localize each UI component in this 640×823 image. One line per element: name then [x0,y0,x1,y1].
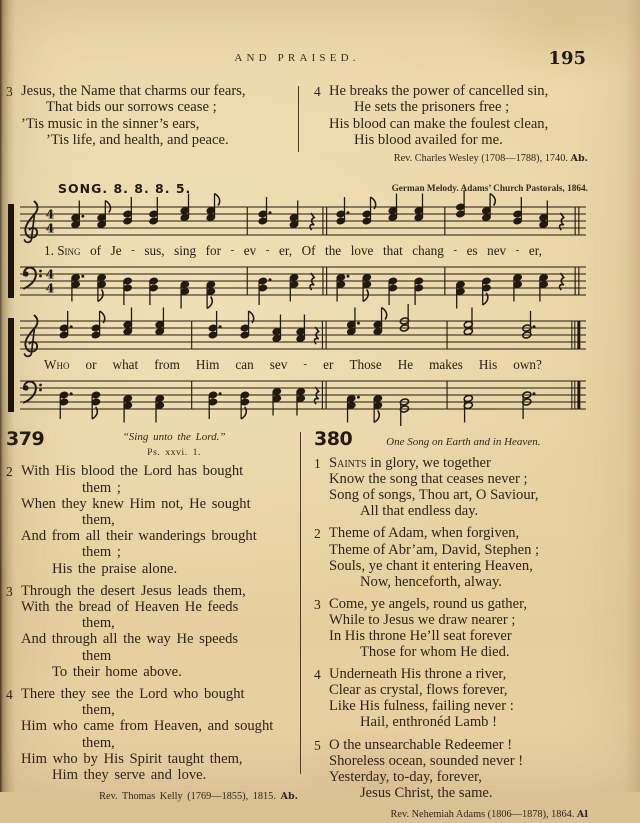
lyric-syllable: es [466,243,478,259]
lyric-syllable: Him [195,357,220,373]
verse-line: Clear as crystal, flows forever, [329,682,508,699]
lyric-syllable: or [85,357,97,373]
verse-line: His blood can make the foulest clean, [329,115,549,132]
verse-line: That bids our sorrows cease ; [46,99,217,116]
verse-number: 2 [6,464,13,480]
verse-line: He breaks the power of cancelled sin, [329,83,549,99]
lyric-syllable: ev [243,243,257,259]
column-divider-rule [298,86,299,152]
hymn-380-column [298,429,588,823]
hymn-verse [314,455,588,519]
hymn-verse [314,525,588,589]
lyric-syllable: that [382,243,403,259]
lyric-syllable: Je [110,243,122,259]
hymn-380-head [314,429,588,453]
verse-line: Know the song that ceases never ; [329,471,528,488]
attribution-wesley: Rev. Charles Wesley (1708—1788), 1740. Ab. [393,152,588,164]
page-header [6,48,588,74]
verse-line: Those for whom He died. [360,644,510,661]
verse-line: Him they serve and love. [52,767,207,784]
verse-line: His the praise alone. [52,560,178,577]
hymn-number-380: 380 [314,428,353,451]
verse-line: Underneath His throne a river, [329,666,507,683]
verse-line: There they see the Lord who bought [21,686,245,703]
verse-line: Yesterday, to-day, forever, [329,768,482,785]
hymns-section [6,429,588,823]
lyric-syllable: Those [349,357,382,373]
verse-4 [314,83,588,149]
verse-line: He sets the prisoners free ; [354,99,510,116]
lyric-syllable: nev [487,243,507,259]
verse-line: Through the desert Jesus leads them, [21,582,246,599]
verse-line: them, [82,512,115,529]
lyric-syllable: for [205,243,222,259]
lyric-syllable: er, [528,243,542,259]
hymn-verse [6,686,298,783]
lyric-syllable: from [154,357,180,373]
lyric-syllable: 1. Sing [44,243,81,259]
lyric-syllable: - [303,358,308,371]
verse-line: Theme of Adam, when forgiven, [329,525,520,542]
page-content [6,0,588,823]
hymn-379-epigraph: “Sing unto the Lord.” Ps. xxvi. 1. [50,429,298,461]
verse-line: With the bread of Heaven He feeds [21,599,239,616]
lyric-syllable: sing [174,243,197,259]
verse-line: With His blood the Lord has bought [21,463,244,480]
top-verse-left-column [6,83,298,167]
verse-line: Him who came from Heaven, and sought [21,718,274,735]
hymn-379-verses [6,463,298,783]
lyric-syllable: sev [269,357,288,373]
page-number: 195 [548,48,586,69]
running-title: AND PRAISED. [234,52,360,64]
verse-number: 1 [314,456,321,472]
treble-staff-system-1 [14,199,592,243]
hymn-number-379: 379 [6,428,45,451]
verse-line: them, [82,702,115,719]
verse-line: Jesus Christ, the same. [360,784,493,801]
lyric-syllable: His [478,357,498,373]
song-heading [6,181,588,197]
verse-line: Now, henceforth, alway. [360,573,502,590]
lyric-syllable: - [265,244,270,257]
verse-number: 2 [314,526,321,542]
verse-line: them ; [82,479,121,496]
verse-number: 4 [314,667,321,683]
verse-number: 5 [314,737,321,753]
hymn-verse [6,463,298,576]
lyric-syllable: He [397,357,414,373]
bass-staff-system-2 [14,373,592,417]
hymn-379-head [6,429,298,461]
verse-line: Jesus, the Name that charms our fears, [21,83,246,99]
verse-line: All that endless day. [360,503,479,520]
song-credit: German Melody. Adams’ Church Pastorals, 1864. [391,184,588,195]
verse-line: them, [82,734,115,751]
column-divider-rule [300,432,301,774]
verse-line: When they knew Him not, He sought [21,495,251,512]
hymn-379-reference: Ps. xxvi. 1. [147,447,201,459]
verse-line: Song of songs, Thou art, O Saviour, [329,487,539,504]
verse-line: Hail, enthronéd Lamb ! [360,714,497,731]
verse-line: O the unsearchable Redeemer ! [329,736,513,753]
svg-text:4: 4 [45,280,55,296]
lyrics-line-2 [44,357,542,373]
lyric-syllable: makes [429,357,463,373]
hymn-verse [6,583,298,680]
treble-staff-system-2 [14,313,592,357]
verse-line: Come, ye angels, round us gather, [329,595,528,612]
svg-text:4: 4 [45,206,55,222]
song-title: SONG. 8. 8. 8. 5. [58,181,192,197]
attribution-kelly: Rev. Thomas Kelly (1769—1855), 1815. Ab. [99,791,298,803]
hymn-380-verses [314,455,588,801]
verse-line: While to Jesus we draw nearer ; [329,611,516,628]
verse-line: Him who by His Spirit taught them, [21,750,243,767]
lyric-syllable: Who [44,357,70,373]
top-verses [6,83,588,167]
lyric-syllable: love [350,243,374,259]
verse-line: His blood availed for me. [354,132,503,149]
lyrics-line-1 [44,243,542,259]
lyric-syllable: own? [513,357,542,373]
hymn-379-column [6,429,298,823]
svg-text:4: 4 [45,220,55,236]
verse-number: 3 [314,596,321,612]
hymn-verse [314,737,588,801]
verse-number: 3 [6,84,13,99]
verse-number: 4 [6,687,13,703]
verse-line: ’Tis music in the sinner’s ears, [21,115,200,132]
attribution-adams: Rev. Nehemiah Adams (1806—1878), 1864. Al [390,808,588,820]
verse-line: Souls, ye chant it entering Heaven, [329,557,533,574]
verse-line: And through all the way He speeds [21,631,239,648]
verse-number: 4 [314,84,321,99]
verse-line: To their home above. [52,663,182,680]
lyric-syllable: the [325,243,342,259]
lyric-syllable: er [323,357,334,373]
lyric-syllable: what [112,357,139,373]
lyric-syllable: - [453,244,458,257]
lyric-syllable: Of [301,243,316,259]
lyric-syllable: - [131,244,135,257]
verse-line: them, [82,615,115,632]
music-system-2 [6,313,588,417]
verse-line: Like His fulness, failing never : [329,698,514,715]
music-system-1 [6,199,588,303]
lyric-syllable: can [235,357,254,373]
hymn-verse [314,596,588,660]
svg-text:4: 4 [45,266,55,282]
verse-line: In His throne He’ll seat forever [329,627,512,644]
verse-line: Saints in glory, we together [329,455,491,472]
verse-line: them [82,647,112,664]
small-caps-word: Saints [329,455,367,472]
bass-staff-system-1 [14,259,592,303]
verse-number: 3 [6,583,13,599]
lyric-syllable: sus, [144,243,165,259]
verse-line: Theme of Abr’am, David, Stephen ; [329,541,540,558]
verse-line: them ; [82,544,121,561]
verse-line: And from all their wanderings brought [21,528,257,545]
lyric-syllable: - [515,244,520,257]
verse-line: Shoreless ocean, sounded never ! [329,752,524,769]
hymn-380-epigraph: One Song on Earth and in Heaven. [386,436,541,449]
lyric-syllable: of [90,243,102,259]
verse-3 [6,83,298,149]
hymn-verse [314,666,588,730]
top-verse-right-column [298,83,588,167]
verse-line: ’Tis life, and health, and peace. [46,132,229,149]
lyric-syllable: er, [279,243,293,259]
lyric-syllable: - [230,244,235,257]
lyric-syllable: chang [412,243,444,259]
